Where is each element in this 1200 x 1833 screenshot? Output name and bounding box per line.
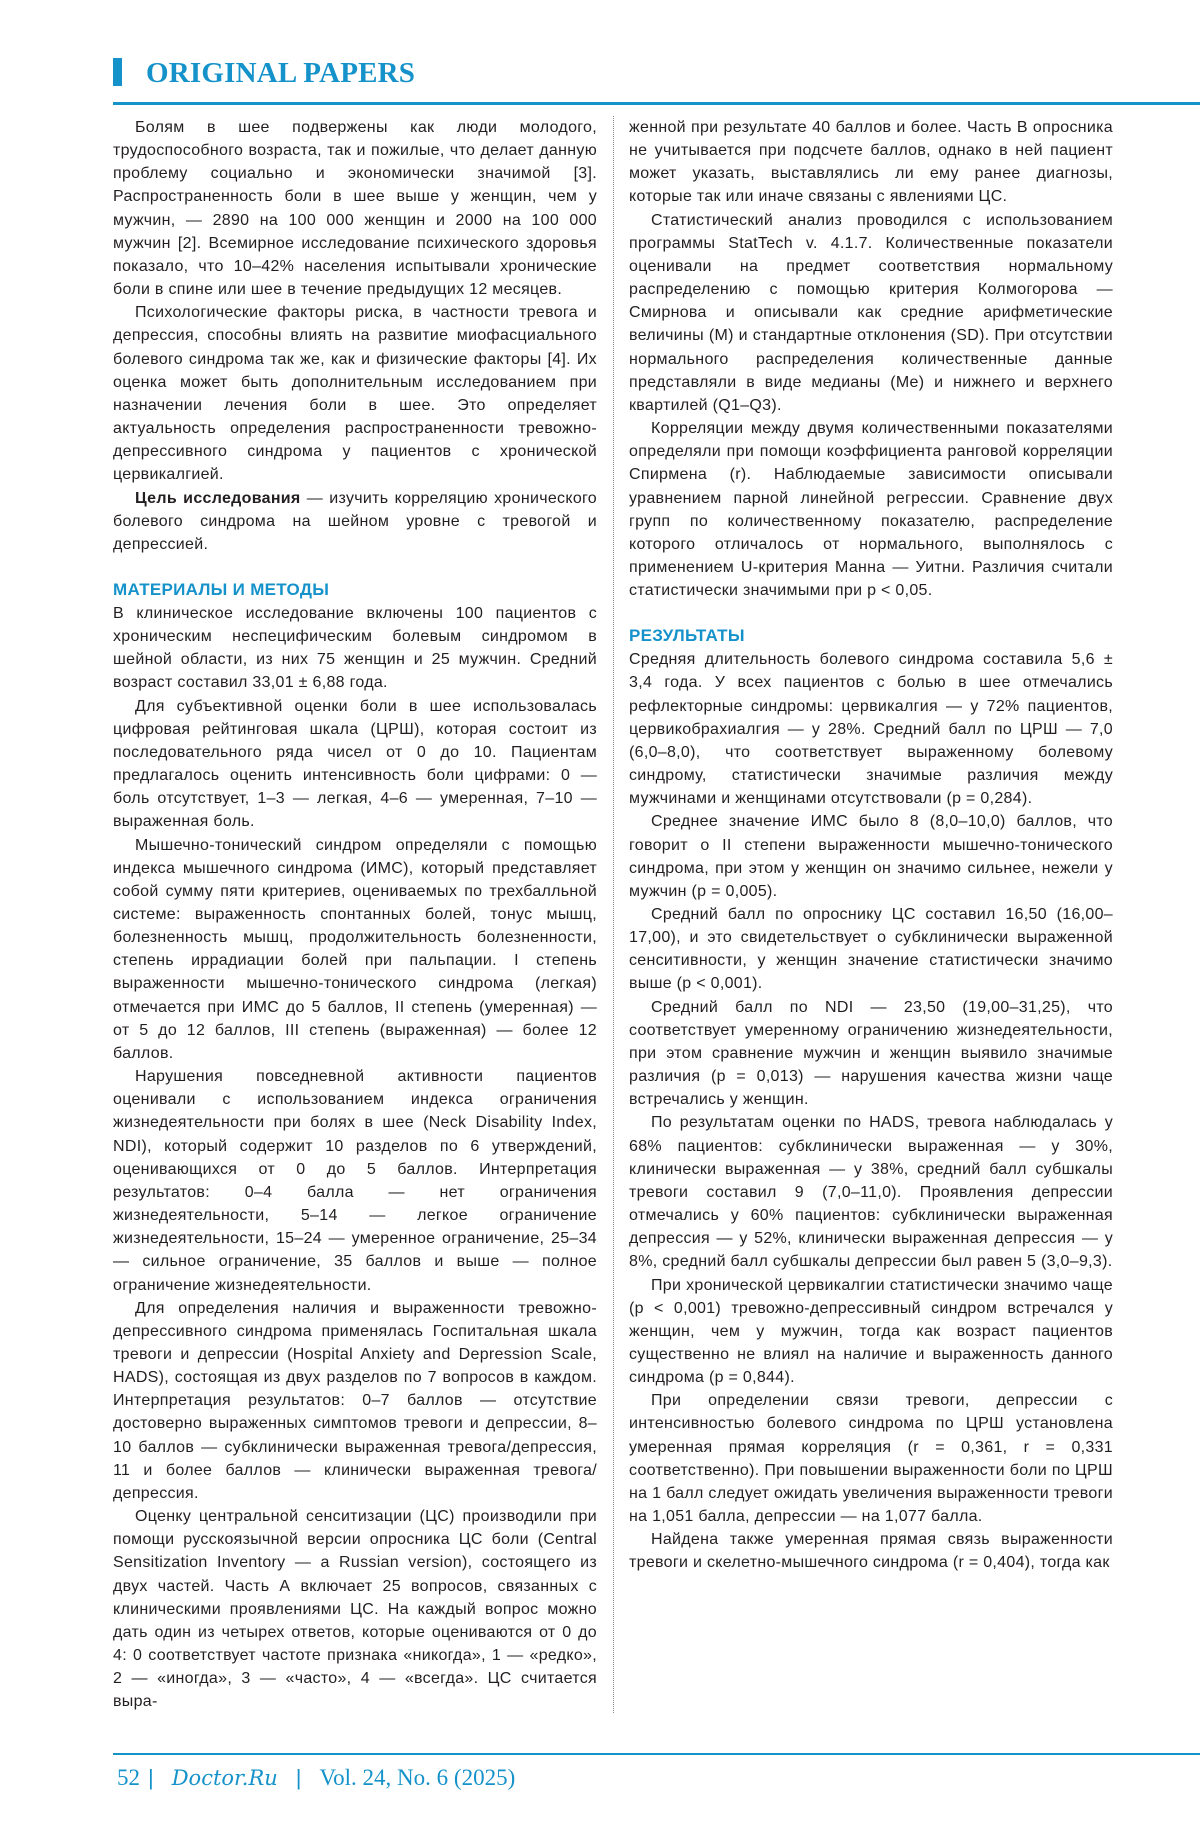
- paragraph: Корреляции между двумя количественными показателями определяли при помощи коэффициента ранговой корреляции Спирмена (r). Наблюдаемые зависимости описывали уравнением парной линейной регрессии. Сравнение двух групп по количественному показателю, распределение которого отличалось от нормального, выполнялось с применением U-критерия Манна — Уитни. Различия считали статистически значимыми при p < 0,05.: [629, 417, 1113, 602]
- page-number: 52: [117, 1763, 140, 1793]
- header-rule: [113, 102, 1200, 105]
- paragraph: В клиническое исследование включены 100 пациентов с хроническим неспецифическим болевым синдромом в шейной области, из них 75 женщин и 25 мужчин. Средний возраст составил 33,01 ± 6,88 года.: [113, 602, 597, 695]
- aim-text: — изучить корреляцию хронического болевого синдрома на шейном уровне с тревогой и депрессией.: [113, 490, 597, 553]
- paragraph: Нарушения повседневной активности пациентов оценивали с использованием индекса ограничения жизнедеятельности при болях в шее (Neck Disability Index, NDI), который содержит 10 разделов по 6 утверждений, оценивающихся от 0 до 5 баллов. Интерпретация результатов: 0–4 балла — нет ограничения жизнедеятельности, 5–14 — легкое ограничение жизнедеятельности, 15–24 — умеренное ограничение, 25–34 — сильное ограничение, 35 баллов и выше — полное ограничение жизнедеятельности.: [113, 1065, 597, 1297]
- paragraph: Психологические факторы риска, в частности тревога и депрессия, способны влиять на развитие миофасциального болевого синдрома так же, как и физические факторы [4]. Их оценка может быть дополнительным исследованием при назначении лечения боли в шее. Это определяет актуальность определения распространенности тревожно-депрессивного синдрома у пациентов с хронической цервикалгией.: [113, 301, 597, 486]
- right-column: [629, 116, 1113, 1575]
- page-header: [113, 56, 1200, 102]
- paragraph: Найдена также умеренная прямая связь выраженности тревоги и скелетно-мышечного синдрома (r = 0,404), тогда как: [629, 1528, 1113, 1574]
- footer: [117, 1763, 1200, 1793]
- journal-logo: Doctor.Ru: [172, 1763, 278, 1793]
- issue-info: Vol. 24, No. 6 (2025): [320, 1763, 516, 1793]
- paragraph: Для субъективной оценки боли в шее использовалась цифровая рейтинговая шкала (ЦРШ), которая состоит из последовательного ряда чисел от 0 до 10. Пациентам предлагалось оценить интенсивность боли цифрами: 0 — боль отсутствует, 1–3 — легкая, 4–6 — умеренная, 7–10 — выраженная боль.: [113, 695, 597, 834]
- aim-label: Цель исследования: [135, 490, 301, 507]
- section-title: ORIGINAL PAPERS: [146, 56, 415, 90]
- paragraph: По результатам оценки по HADS, тревога наблюдалась у 68% пациентов: субклинически выраженная — у 30%, клинически выраженная — у 38%, средний балл субшкалы тревоги составил 9 (7,0–11,0). Проявления депрессии отмечались у 60% пациентов: субклинически выраженная депрессия — у 52%, клинически выраженная депрессия — у 8%, средний балл субшкалы депрессии был равен 5 (3,0–9,3).: [629, 1111, 1113, 1273]
- section-marker: [113, 58, 122, 86]
- paragraph: Болям в шее подвержены как люди молодого, трудоспособного возраста, так и пожилые, что делает данную проблему социально и экономически значимой [3]. Распространенность боли в шее выше у женщин, чем у мужчин, — 2890 на 100 000 женщин и 2000 на 100 000 мужчин [2]. Всемирное исследование психического здоровья показало, что 10–42% населения испытывали хронические боли в спине или шее в течение предыдущих 12 месяцев.: [113, 116, 597, 301]
- results-heading: РЕЗУЛЬТАТЫ: [629, 624, 1113, 648]
- paragraph: Мышечно-тонический синдром определяли с помощью индекса мышечного синдрома (ИМС), который представляет собой сумму пяти критериев, оцениваемых по трехбалльной системе: выраженность спонтанных болей, тонус мышц, болезненность мышц, продолжительность болезненности, степень иррадиации болей при пальпации. I степень выраженности мышечно-тонического синдрома (легкая) отмечается при ИМС до 5 баллов, II степень (умеренная) — от 5 до 12 баллов, III степень (выраженная) — более 12 баллов.: [113, 834, 597, 1066]
- footer-rule: [113, 1753, 1200, 1755]
- paragraph: При хронической цервикалгии статистически значимо чаще (p < 0,001) тревожно-депрессивный синдром встречался у женщин, чем у мужчин, тогда как возраст пациентов существенно не влиял на наличие и выраженность данного синдрома (p = 0,844).: [629, 1274, 1113, 1390]
- page: [0, 0, 1200, 1833]
- paragraph: При определении связи тревоги, депрессии с интенсивностью болевого синдрома по ЦРШ установлена умеренная прямая корреляция (r = 0,361, r = 0,331 соответственно). При повышении выраженности боли по ЦРШ на 1 балл следует ожидать увеличения выраженности тревоги на 1,051 балла, депрессии — на 1,077 балла.: [629, 1389, 1113, 1528]
- article-body: [113, 116, 1113, 1713]
- paragraph: Средняя длительность болевого синдрома составила 5,6 ± 3,4 года. У всех пациентов с болью в шее отмечались рефлекторные синдромы: цервикалгия — у 72% пациентов, цервикобрахиалгия — у 28%. Средний балл по ЦРШ — 7,0 (6,0–8,0), что соответствует выраженному болевому синдрому, статистически значимые различия между мужчинами и женщинами отсутствовали (p = 0,284).: [629, 648, 1113, 810]
- paragraph: Статистический анализ проводился с использованием программы StatTech v. 4.1.7. Количественные показатели оценивали на предмет соответствия нормальному распределению с помощью критерия Колмогорова — Смирнова и описывали как средние арифметические величины (M) и стандартные отклонения (SD). При отсутствии нормального распределения количественные данные представляли в виде медианы (Me) и нижнего и верхнего квартилей (Q1–Q3).: [629, 209, 1113, 417]
- footer-separator: |: [148, 1763, 154, 1793]
- left-column: [113, 116, 597, 1713]
- methods-heading: МАТЕРИАЛЫ И МЕТОДЫ: [113, 578, 597, 602]
- footer-separator: |: [296, 1763, 302, 1793]
- column-divider: [613, 116, 614, 1713]
- paragraph: Среднее значение ИМС было 8 (8,0–10,0) баллов, что говорит о II степени выраженности мышечно-тонического синдрома, при этом у женщин он значимо сильнее, нежели у мужчин (p = 0,005).: [629, 810, 1113, 903]
- paragraph: Средний балл по опроснику ЦС составил 16,50 (16,00–17,00), и это свидетельствует о субклинически выраженной сенситивности, у женщин значение статистически значимо выше (p < 0,001).: [629, 903, 1113, 996]
- paragraph: Оценку центральной сенситизации (ЦС) производили при помощи русскоязычной версии опросника ЦС боли (Central Sensitization Inventory — a Russian version), состоящего из двух частей. Часть А включает 25 вопросов, связанных с клиническими проявлениями ЦС. На каждый вопрос можно дать один из четырех ответов, которые оцениваются от 0 до 4: 0 соответствует частоте признака «никогда», 1 — «редко», 2 — «иногда», 3 — «часто», 4 — «всегда». ЦС считается выра-: [113, 1505, 597, 1713]
- aim-paragraph: [113, 487, 597, 556]
- paragraph: Средний балл по NDI — 23,50 (19,00–31,25), что соответствует умеренному ограничению жизнедеятельности, при этом сравнение мужчин и женщин выявило значимые различия (p = 0,013) — нарушения качества жизни чаще встречались у женщин.: [629, 996, 1113, 1112]
- paragraph: Для определения наличия и выраженности тревожно-депрессивного синдрома применялась Госпитальная шкала тревоги и депрессии (Hospital Anxiety and Depression Scale, HADS), состоящая из двух разделов по 7 вопросов в каждом. Интерпретация результатов: 0–7 баллов — отсутствие достоверно выраженных симптомов тревоги и депрессии, 8–10 баллов — субклинически выраженная тревога/депрессия, 11 и более баллов — клинически выраженная тревога/депрессия.: [113, 1297, 597, 1505]
- paragraph: женной при результате 40 баллов и более. Часть В опросника не учитывается при подсчете баллов, однако в ней пациент может указать, выставлялись ли ему ранее диагнозы, которые так или иначе связаны с явлениями ЦС.: [629, 116, 1113, 209]
- footer-area: [0, 1713, 1200, 1833]
